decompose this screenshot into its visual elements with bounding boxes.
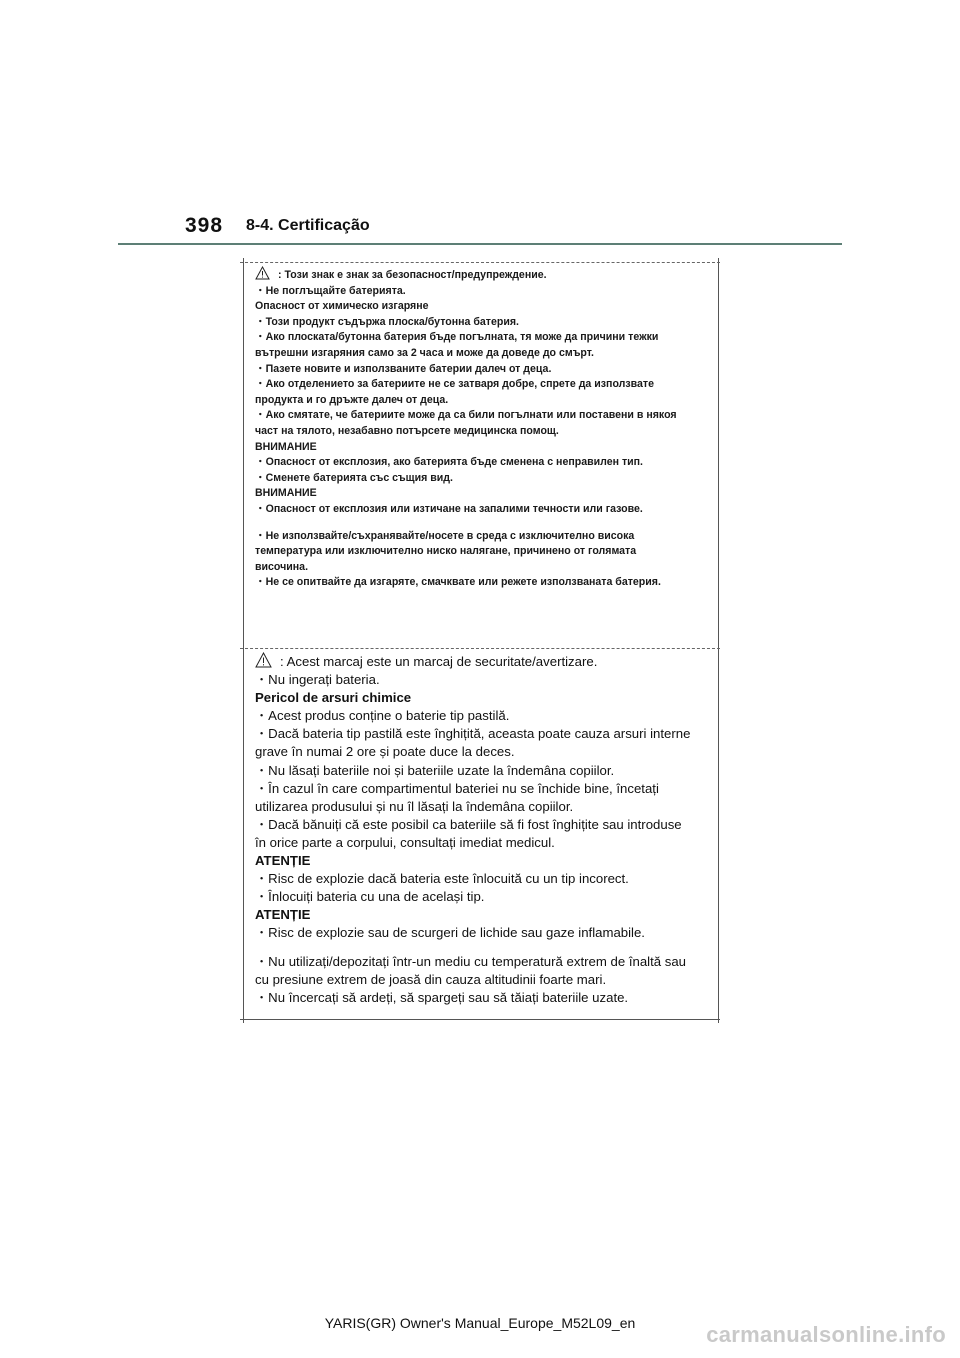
label-line: ・Risc de explozie sau de scurgeri de lichide sau gaze inflamabile. [255, 925, 645, 941]
paragraph-gap [255, 518, 710, 529]
label-line: ・În cazul în care compartimentul bateriei nu se închide bine, încetați [255, 780, 659, 796]
label-line: височина. [255, 560, 309, 573]
label-line: ・Dacă bateria tip pastilă este înghițită, aceasta poate cauza arsuri interne [255, 726, 691, 742]
label-heading: Опасност от химическо изгаряне [255, 300, 429, 313]
section-title: 8-4. Certificação [246, 217, 370, 234]
label-line: ・Опасност от експлозия, ако батерията бъде сменена с неправилен тип. [255, 456, 644, 469]
label-line: ・Nu încercați să ardeți, să spargeți sau să tăiați bateriile uzate. [255, 989, 629, 1005]
bulgarian-intro-text: : Този знак е знак за безопасност/предупреждение. [278, 269, 547, 281]
paragraph-gap [255, 943, 710, 953]
label-heading: ВНИМАНИЕ [255, 487, 317, 500]
label-frame-divider [240, 648, 720, 649]
label-line: în orice parte a corpului, consultați imediat medicul. [255, 834, 555, 850]
label-line: utilizarea produsului și nu îl lăsați la îndemâna copiilor. [255, 798, 574, 814]
warning-triangle-icon [255, 652, 272, 668]
bulgarian-label-block [255, 266, 710, 591]
bulgarian-intro-line [255, 266, 710, 284]
label-line: ・Ако смятате, че батериите може да са били погълнати или поставени в някоя [255, 409, 677, 422]
romanian-lines [255, 671, 710, 1007]
page-number: 398 [185, 214, 224, 237]
label-line: ・Acest produs conține o baterie tip pastilă. [255, 708, 510, 724]
watermark: carmanualsonline.info [706, 1322, 946, 1347]
label-line: ・Не поглъщайте батерията. [255, 284, 406, 297]
label-line: ・Înlocuiți bateria cu una de același tip. [255, 889, 485, 905]
label-heading: Pericol de arsuri chimice [255, 690, 412, 706]
label-line: ・Не се опитвайте да изгаряте, смачквате или режете използваната батерия. [255, 576, 661, 589]
label-line: grave în numai 2 ore și poate duce la deces. [255, 744, 515, 760]
romanian-label-block [255, 652, 710, 1007]
label-line: ・Ако отделението за батериите не се затваря добре, спрете да използвате [255, 378, 654, 391]
label-line: ・Не използвайте/съхранявайте/носете в среда с изключително висока [255, 529, 635, 542]
label-line: ・Ако плоската/бутонна батерия бъде погълната, тя може да причини тежки [255, 331, 659, 344]
label-frame-top-rule [240, 262, 720, 263]
label-line: ・Сменете батерията със същия вид. [255, 471, 453, 484]
label-line: ・Този продукт съдържа плоска/бутонна батерия. [255, 315, 519, 328]
header-divider [118, 243, 842, 245]
label-heading: ВНИМАНИЕ [255, 440, 317, 453]
romanian-intro-text: : Acest marcaj este un marcaj de securitate/avertizare. [280, 654, 598, 669]
label-heading: ATENȚIE [255, 853, 311, 869]
label-heading: ATENȚIE [255, 907, 311, 923]
label-line: ・Nu ingerați bateria. [255, 672, 380, 688]
label-frame-bottom-rule [240, 1019, 720, 1020]
label-line: ・Nu utilizați/depozitați într-un mediu cu temperatură extrem de înaltă sau [255, 953, 687, 969]
warning-triangle-icon [255, 266, 270, 280]
label-line: ・Risc de explozie dacă bateria este înlocuită cu un tip incorect. [255, 871, 629, 887]
bulgarian-lines [255, 284, 710, 591]
label-line: ・Nu lăsați bateriile noi și bateriile uzate la îndemâna copiilor. [255, 762, 615, 778]
footer-manual-id: YARIS(GR) Owner's Manual_Europe_M52L09_en [324, 1315, 636, 1331]
label-line: продукта и го дръжте далеч от деца. [255, 393, 449, 406]
label-line: ・Пазете новите и използваните батерии далеч от деца. [255, 362, 552, 375]
label-line: ・Опасност от експлозия или изтичане на запалими течности или газове. [255, 502, 643, 515]
label-line: част на тялото, незабавно потърсете медицинска помощ. [255, 424, 559, 437]
label-line: вътрешни изгаряния само за 2 часа и може да доведе до смърт. [255, 346, 594, 359]
label-line: ・Dacă bănuiți că este posibil ca bateriile să fi fost înghițite sau introduse [255, 816, 682, 832]
romanian-intro-line [255, 652, 710, 671]
label-line: температура или изключително ниско налягане, причинено от голямата [255, 545, 637, 558]
label-line: cu presiune extrem de joasă din cauza altitudinii foarte mari. [255, 971, 607, 987]
